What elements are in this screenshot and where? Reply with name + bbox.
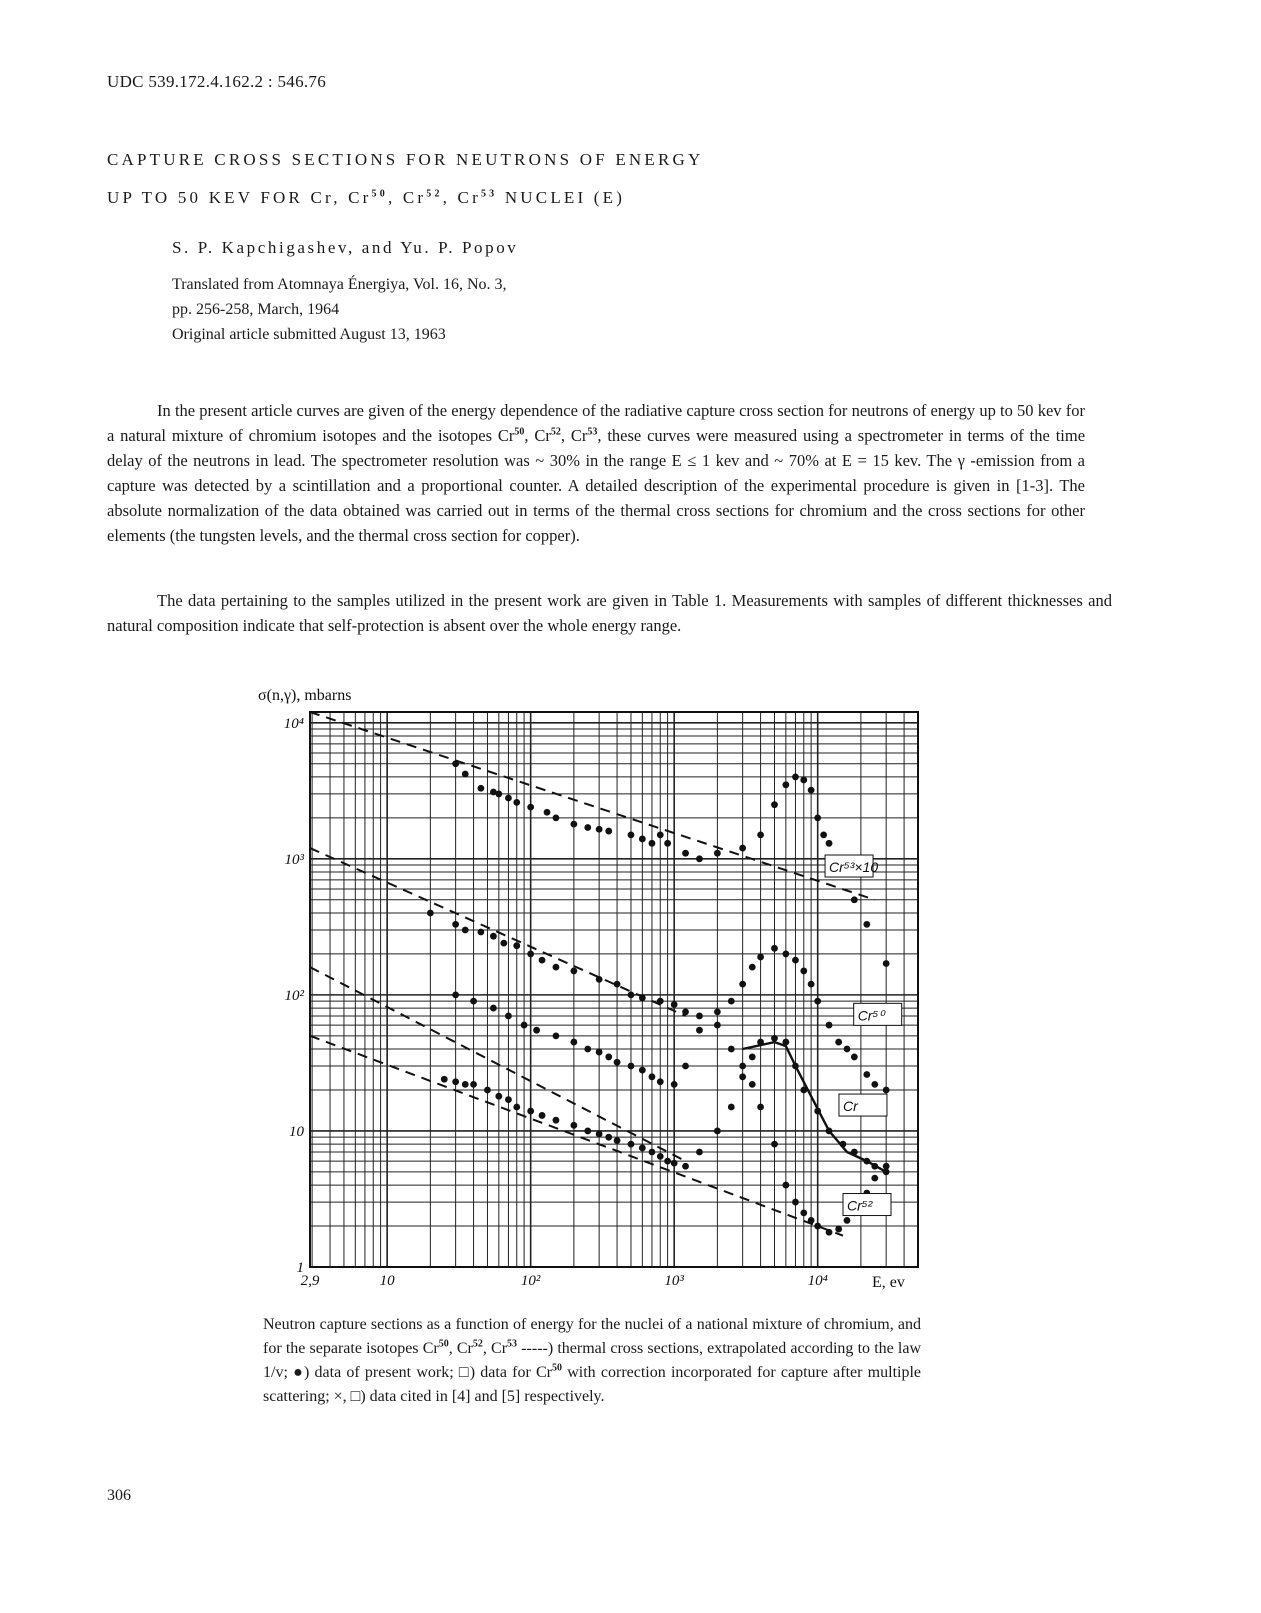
data-point (533, 1027, 540, 1034)
data-point (696, 1013, 703, 1020)
y-tick-label: 10² (284, 987, 304, 1004)
data-point (664, 1158, 671, 1165)
data-point (814, 1223, 821, 1230)
data-point (470, 1081, 477, 1088)
data-point (628, 991, 635, 998)
isotope-mass: 50 (552, 1362, 563, 1374)
para-text: , Cr (560, 426, 588, 445)
data-point (757, 1104, 764, 1111)
data-point (628, 1063, 635, 1070)
data-point (490, 1005, 497, 1012)
data-point (521, 1022, 528, 1029)
data-point (614, 1137, 621, 1144)
data-point (553, 1117, 560, 1124)
title-part: UP TO 50 KEV FOR Cr, Cr (107, 188, 372, 207)
isotope-mass: 50 (514, 426, 525, 438)
data-point (800, 1087, 807, 1094)
x-tick-label: 10² (520, 1273, 541, 1289)
data-point (639, 1145, 646, 1152)
data-point (800, 968, 807, 975)
caption-text: , Cr (482, 1340, 508, 1357)
y-tick-label: 10⁴ (283, 715, 304, 732)
translation-source: Translated from Atomnaya Énergiya, Vol. 16, No. 3, (172, 276, 507, 293)
data-point (739, 981, 746, 988)
body-paragraph-2: The data pertaining to the samples utilized in the present work are given in Table 1. Measurements with samples of different thicknesses and natural composition indicate that self-protection is absent over the whole energy range. (107, 591, 1112, 635)
page-number: 306 (107, 1487, 131, 1504)
data-point (826, 840, 833, 847)
data-point (739, 1073, 746, 1080)
para-text: , these curves were measured using a spectrometer in terms of the time delay of the neutrons in lead. The spectrometer resolution was ~ 30% in the range E ≤ 1 kev and ~ 70% at E = 15 kev. The γ -emission from a capture was detected by a scintillation and a proportional counter. A detailed description of the experimental procedure is given in [1-3]. The absolute normalization of the data obtained was carried out in terms of the thermal cross sections for chromium and the cross sections for other elements (the tungsten levels, and the thermal cross section for copper). (107, 426, 1086, 545)
data-point (570, 1122, 577, 1129)
data-point (808, 1217, 815, 1224)
data-point (728, 1104, 735, 1111)
data-point (851, 896, 858, 903)
data-point (539, 957, 546, 964)
data-point (495, 1093, 502, 1100)
isotope-mass: 53 (507, 1338, 518, 1350)
data-point (771, 801, 778, 808)
data-point (664, 840, 671, 847)
data-point (863, 1071, 870, 1078)
y-tick-label: 10 (289, 1123, 304, 1140)
data-point (696, 1149, 703, 1156)
data-point (477, 785, 484, 792)
series-label: Cr⁵² (846, 1197, 873, 1214)
article-title-line-1: CAPTURE CROSS SECTIONS FOR NEUTRONS OF ENERGY (107, 150, 704, 169)
data-point (808, 981, 815, 988)
title-sep: , Cr (442, 188, 481, 207)
data-point (639, 1067, 646, 1074)
data-point (462, 771, 469, 778)
data-point (513, 799, 520, 806)
title-part: NUCLEI (E) (497, 188, 626, 207)
y-tick-label: 1 (296, 1260, 304, 1276)
data-point (771, 1035, 778, 1042)
data-point (596, 826, 603, 833)
x-tick-label: 10³ (664, 1273, 684, 1289)
data-point (649, 1149, 656, 1156)
data-point (477, 929, 484, 936)
data-point (871, 1163, 878, 1170)
submission-date: Original article submitted August 13, 1963 (172, 326, 446, 343)
isotope-mass: 52 (426, 188, 443, 200)
data-point (757, 954, 764, 961)
data-point (728, 1046, 735, 1053)
data-point (814, 998, 821, 1005)
data-point (570, 1039, 577, 1046)
data-point (462, 927, 469, 934)
data-point (470, 998, 477, 1005)
data-point (682, 1008, 689, 1015)
data-point (863, 921, 870, 928)
data-point (605, 1134, 612, 1141)
data-point (792, 1199, 799, 1206)
data-point (553, 1032, 560, 1039)
x-tick-label: 2,9 (300, 1273, 320, 1289)
series-label: Cr⁵³×10 (829, 859, 879, 876)
data-point (682, 1063, 689, 1070)
data-point (682, 850, 689, 857)
data-point (570, 821, 577, 828)
isotope-mass: 53 (587, 426, 598, 438)
data-point (490, 933, 497, 940)
data-point (883, 960, 890, 967)
data-point (671, 1001, 678, 1008)
caption-text: , Cr (448, 1340, 473, 1357)
data-point (682, 1163, 689, 1170)
data-point (539, 1112, 546, 1119)
data-point (863, 1158, 870, 1165)
data-point (840, 1141, 847, 1148)
y-axis-label: σ(n,γ), mbarns (258, 687, 352, 704)
isotope-mass: 52 (472, 1338, 483, 1350)
data-point (782, 781, 789, 788)
article-title-line-2 (107, 188, 625, 208)
data-point (527, 804, 534, 811)
data-point (739, 845, 746, 852)
data-point (671, 1160, 678, 1167)
data-point (792, 957, 799, 964)
data-point (696, 1027, 703, 1034)
data-point (851, 1054, 858, 1061)
data-point (605, 1054, 612, 1061)
data-point (883, 1163, 890, 1170)
isotope-mass: 50 (438, 1338, 449, 1350)
data-point (505, 1013, 512, 1020)
data-point (814, 1108, 821, 1115)
data-point (628, 831, 635, 838)
data-point (596, 1131, 603, 1138)
data-point (495, 791, 502, 798)
data-point (792, 774, 799, 781)
data-point (844, 1046, 851, 1053)
data-point (714, 1022, 721, 1029)
data-point (657, 1078, 664, 1085)
data-point (553, 814, 560, 821)
series-label: Cr (842, 1098, 858, 1115)
isotope-mass: 50 (371, 188, 388, 200)
data-point (835, 1039, 842, 1046)
data-points (427, 760, 890, 1235)
x-tick-label: 10 (379, 1273, 395, 1289)
isotope-mass: 52 (550, 426, 561, 438)
data-point (771, 945, 778, 952)
data-point (714, 1128, 721, 1135)
data-point (757, 1039, 764, 1046)
data-point (452, 921, 459, 928)
data-point (800, 1209, 807, 1216)
data-point (871, 1081, 878, 1088)
data-point (749, 964, 756, 971)
authors: S. P. Kapchigashev, and Yu. P. Popov (172, 238, 519, 257)
data-point (792, 1063, 799, 1070)
data-point (714, 850, 721, 857)
data-point (808, 787, 815, 794)
data-point (844, 1217, 851, 1224)
udc-code: UDC 539.172.4.162.2 : 546.76 (107, 72, 327, 91)
data-point (596, 976, 603, 983)
data-point (527, 951, 534, 958)
data-point (814, 814, 821, 821)
data-point (605, 828, 612, 835)
data-point (826, 1128, 833, 1135)
data-point (696, 855, 703, 862)
data-point (826, 1022, 833, 1029)
para-text: In the present article curves are given of the energy dependence of the radiative capture cross section for neutrons of energy up to 50 kev for a natural mixture of chromium isotopes and the isotopes Cr (107, 401, 1085, 445)
data-point (739, 1063, 746, 1070)
data-point (544, 809, 551, 816)
cross-section-chart (250, 680, 950, 1300)
data-point (657, 831, 664, 838)
chart-grid (310, 712, 918, 1267)
body-paragraph-1 (107, 398, 1085, 548)
data-point (584, 824, 591, 831)
data-point (851, 1149, 858, 1156)
title-sep: , Cr (387, 188, 427, 207)
data-point (757, 831, 764, 838)
data-point (771, 1141, 778, 1148)
data-point (505, 795, 512, 802)
caption-text: with correction incorporated for capture after multiple scattering; ×, □) data cited in [4] and [5] respectively. (263, 1364, 922, 1405)
data-point (584, 1128, 591, 1135)
data-point (820, 831, 827, 838)
para-text: , Cr (524, 426, 551, 445)
data-point (427, 910, 434, 917)
isotope-mass: 53 (480, 188, 498, 200)
data-point (513, 942, 520, 949)
data-point (628, 1141, 635, 1148)
data-point (513, 1104, 520, 1111)
data-point (614, 981, 621, 988)
data-point (484, 1087, 491, 1094)
plot-frame (310, 712, 918, 1267)
data-point (671, 1081, 678, 1088)
data-point (500, 940, 507, 947)
data-point (639, 836, 646, 843)
data-point (782, 1039, 789, 1046)
data-point (749, 1054, 756, 1061)
thermal-line (310, 848, 686, 1016)
y-tick-label: 10³ (284, 851, 304, 868)
x-tick-label: 10⁴ (807, 1273, 828, 1289)
translation-pages: pp. 256-258, March, 1964 (172, 301, 340, 318)
caption-text: -----) thermal cross sections, extrapolated according to the law 1/v; ●) data of present work; □) data for Cr (263, 1340, 922, 1381)
data-point (782, 951, 789, 958)
data-point (441, 1076, 448, 1083)
data-point (505, 1096, 512, 1103)
data-point (657, 998, 664, 1005)
data-point (553, 964, 560, 971)
data-point (570, 968, 577, 975)
data-point (826, 1229, 833, 1236)
data-point (714, 1008, 721, 1015)
figure-caption (263, 1313, 921, 1409)
data-point (657, 1153, 664, 1160)
data-point (462, 1081, 469, 1088)
series-label: Cr⁵⁰ (857, 1007, 884, 1024)
data-point (639, 995, 646, 1002)
data-point (452, 991, 459, 998)
data-point (800, 777, 807, 784)
data-point (614, 1059, 621, 1066)
data-point (749, 1081, 756, 1088)
data-point (835, 1226, 842, 1233)
data-point (584, 1046, 591, 1053)
caption-text: Neutron capture sections as a function of energy for the nuclei of a national mixture of chromium, and for the separate isotopes Cr (263, 1316, 921, 1357)
data-point (649, 1073, 656, 1080)
data-point (871, 1175, 878, 1182)
data-point (452, 1078, 459, 1085)
data-point (452, 760, 459, 767)
data-point (649, 840, 656, 847)
data-point (883, 1087, 890, 1094)
x-axis-label: E, ev (872, 1274, 905, 1291)
data-point (527, 1108, 534, 1115)
data-point (596, 1049, 603, 1056)
data-point (728, 998, 735, 1005)
thermal-lines (310, 712, 875, 1236)
data-point (782, 1182, 789, 1189)
